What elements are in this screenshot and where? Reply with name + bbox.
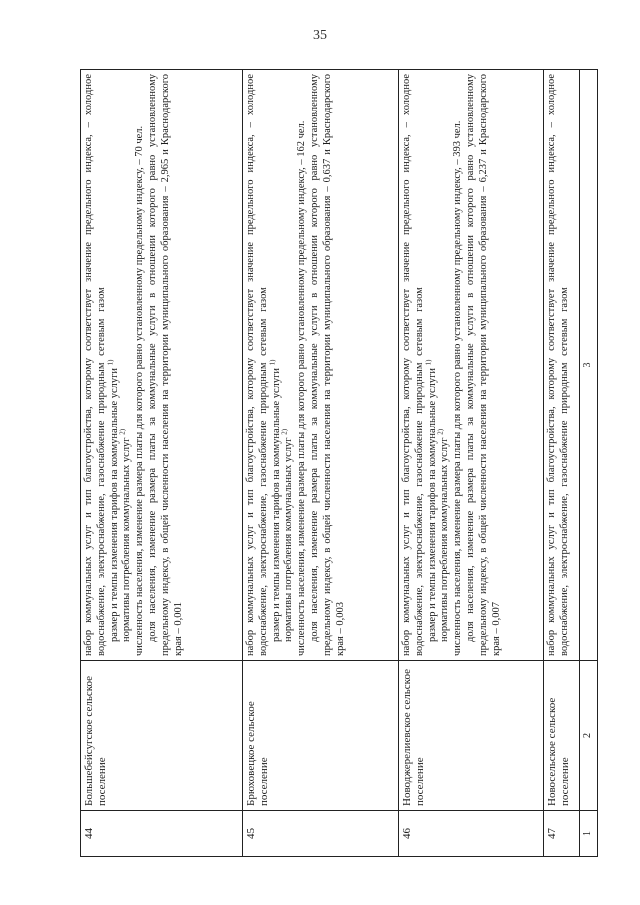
rotated-table-viewport [80, 70, 593, 857]
settlement-description [243, 70, 399, 661]
settlement-name: Новосельское сельское поселение [544, 661, 580, 811]
column-number: 2 [580, 661, 598, 811]
footnote-mark: 1) [106, 359, 115, 366]
page-number: 35 [313, 28, 327, 43]
table-row [544, 70, 580, 857]
footnote-mark: 2) [280, 428, 289, 435]
row-number: 44 [81, 811, 243, 857]
population-text: численность населения, изменение размера платы для которого равно установленному предельному индексу, – 70 чел. [134, 125, 146, 656]
population-text: численность населения, изменение размера платы для которого равно установленному предельному индексу, – 162 чел. [296, 120, 308, 656]
norms-text: нормативы потребления коммунальных услуг [439, 437, 451, 642]
municipal-index-table [80, 69, 598, 857]
footnote-mark: 1) [424, 359, 433, 366]
settlement-description [81, 70, 243, 661]
table-row [399, 70, 544, 857]
norms-paragraph [118, 74, 134, 656]
norms-paragraph [436, 74, 452, 656]
settlement-description [399, 70, 544, 661]
tariffs-paragraph [106, 74, 122, 656]
services-set-text: набор коммунальных услуг и тип благоустройства, которому соответствует значение предельного индекса, – холодное водоснабжение, электроснабжение, газоснабжение природным сетевым газом [546, 74, 570, 656]
norms-text: нормативы потребления коммунальных услуг [121, 437, 133, 642]
norms-paragraph [280, 74, 296, 656]
column-number: 1 [580, 811, 598, 857]
row-number: 46 [399, 811, 544, 857]
norms-text: нормативы потребления коммунальных услуг [283, 437, 295, 642]
settlement-description [544, 70, 580, 661]
population-text: численность населения, изменение размера платы для которого равно установленному предельному индексу, – 393 чел. [452, 120, 464, 656]
row-number: 45 [243, 811, 399, 857]
column-number: 3 [580, 70, 598, 661]
population-share-text: доля населения, изменение размера платы за коммунальные услуги в отношении которого равно установленному предельному индексу, в общей численности населения на территории муниципального образования – 6,237 и Краснодарского края – 0,007 [464, 74, 502, 656]
population-share-text: доля населения, изменение размера платы за коммунальные услуги в отношении которого равно установленному предельному индексу, в общей численности населения на территории муниципального образования – 2,965 и Краснодарского края – 0,001 [146, 74, 184, 656]
tariffs-paragraph [424, 74, 440, 656]
tariffs-text: размер и темпы изменения тарифов на коммунальные услуги [426, 367, 438, 642]
table-row [81, 70, 243, 857]
table-row [243, 70, 399, 857]
population-share-text: доля населения, изменение размера платы за коммунальные услуги в отношении которого равно установленному предельному индексу, в общей численности населения на территории муниципального образования – 0,637 и Краснодарского края – 0,003 [308, 74, 346, 656]
footnote-mark: 2) [436, 428, 445, 435]
services-set-text: набор коммунальных услуг и тип благоустройства, которому соответствует значение предельного индекса, – холодное водоснабжение, электроснабжение, газоснабжение природным сетевым газом [83, 74, 107, 656]
services-set-text: набор коммунальных услуг и тип благоустройства, которому соответствует значение предельного индекса, – холодное водоснабжение, электроснабжение, газоснабжение природным сетевым газом [245, 74, 269, 656]
settlement-name: Большебейсугское сельское поселение [81, 661, 243, 811]
column-number-row [580, 70, 598, 857]
tariffs-text: размер и темпы изменения тарифов на коммунальные услуги [270, 367, 282, 642]
tariffs-text: размер и темпы изменения тарифов на коммунальные услуги [108, 367, 120, 642]
tariffs-paragraph [268, 74, 284, 656]
footnote-mark: 2) [118, 428, 127, 435]
services-set-text: набор коммунальных услуг и тип благоустройства, которому соответствует значение предельного индекса, – холодное водоснабжение, электроснабжение, газоснабжение природным сетевым газом [401, 74, 425, 656]
settlement-name: Новоджерелиевское сельское поселение [399, 661, 544, 811]
row-number: 47 [544, 811, 580, 857]
settlement-name: Брюховецкое сельское поселение [243, 661, 399, 811]
landscape-sheet [80, 70, 593, 857]
footnote-mark: 1) [268, 359, 277, 366]
